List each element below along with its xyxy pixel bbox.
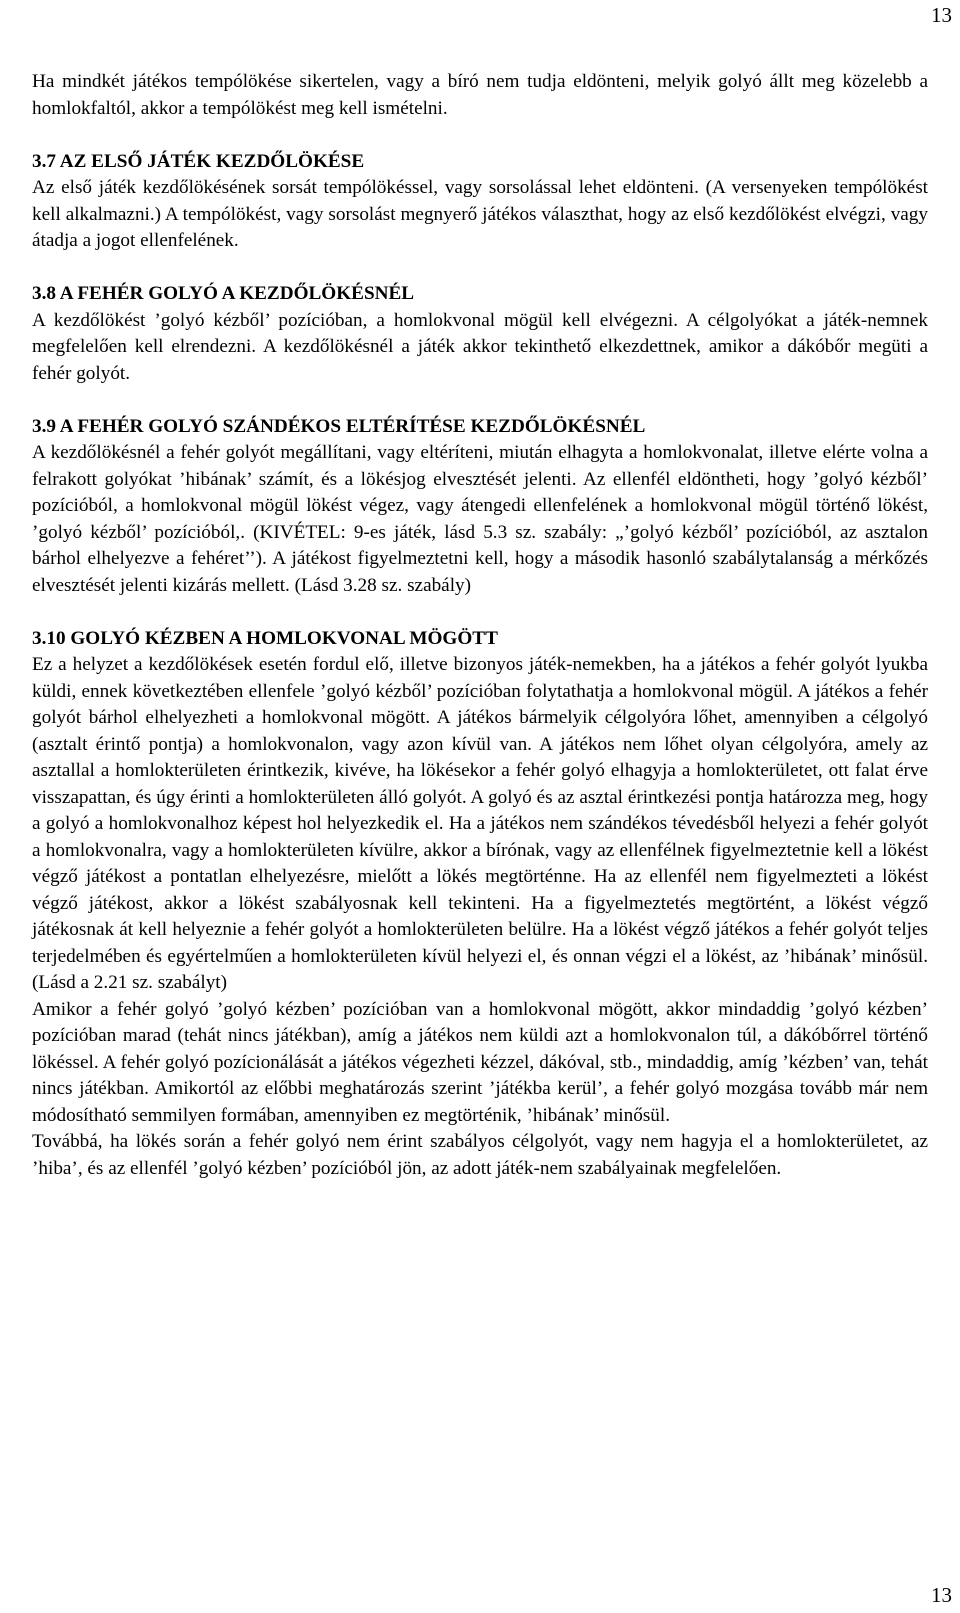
- section-heading: 3.7 AZ ELSŐ JÁTÉK KEZDŐLÖKÉSE: [32, 150, 365, 172]
- section-paragraph: Ez a helyzet a kezdőlökések esetén fordul elő, illetve bizonyos játék-nemekben, ha a játékos a fehér golyót lyukba küldi, ennek következtében ellenfele ’golyó kézből’ pozícióban folytathatja a homlokvonal mögül. A játékos a fehér golyót bárhol elhelyezheti a homlokvonal mögött. A játékos bármelyik célgolyóra lőhet, amennyiben a célgolyó (asztalt érintő pontja) a homlokvonalon, vagy azon kívül van. A játékos nem lőhet olyan célgolyóra, amely az asztallal a homlokterületen érintkezik, kivéve, ha lökésekor a fehér golyó elhagyja a homlokterületet, ott falat érve visszapattan, és úgy érinti a homlokterületen álló golyót. A golyó és az asztal érintkezési pontja határozza meg, hogy a golyó a homlokvonalhoz képest hol helyezkedik el. Ha a játékos nem szándékos tévedésből helyezi a fehér golyót a homlokvonalra, vagy a homlokterületen kívülre, akkor a bírónak, vagy az ellenfélnek figyelmeztetnie kell a lökést végző játékost a pontatlan elhelyezésre, mielőtt a lökés megtörténne. Ha az ellenfél nem figyelmezteti a lökést végző játékost, akkor a lökést szabályosnak kell tekinteni. Ha a figyelmeztetés megtörtént, a lökést végző játékosnak át kell helyeznie a fehér golyót a homlokterületen belülre. Ha a lökést végző játékos a fehér golyót teljes terjedelmében és egyértelműen a homlokterületen kívül helyezi el, és onnan végzi el a lökést, az ’hibának’ minősül. (Lásd a 2.21 sz. szabályt): [32, 654, 928, 993]
- section-paragraph: A kezdőlökést ’golyó kézből’ pozícióban, a homlokvonal mögül kell elvégezni. A célgolyókat a játék-nemnek megfelelően kell elrendezni. A kezdőlökésnél a játék akkor tekinthető elkezdettnek, amikor a dákóbőr megüti a fehér golyót.: [32, 309, 928, 384]
- section-paragraph: A kezdőlökésnél a fehér golyót megállítani, vagy eltéríteni, miután elhagyta a homlokvonalat, illetve elérte volna a felrakott golyókat ’hibának’ számít, és a lökésjog elvesztését jelenti. Az ellenfél eldöntheti, hogy ’golyó kézből’ pozícióból, a homlokvonal mögül lökést végez, vagy átengedi ellenfelének a homlokvonal mögül történő lökést, ’golyó kézből’ pozícióból,. (KIVÉTEL: 9-es játék, lásd 5.3 sz. szabály: „’golyó kézből’ pozícióból, az asztalon bárhol elhelyezve a fehéret’’). A játékost figyelmeztetni kell, hogy a második hasonló szabálytalanság a mérkőzés elvesztését jelenti kizárás mellett. (Lásd 3.28 sz. szabály): [32, 442, 928, 596]
- section-3-10: [32, 626, 928, 1183]
- section-heading: 3.8 A FEHÉR GOLYÓ A KEZDŐLÖKÉSNÉL: [32, 283, 415, 304]
- page-number-bottom: 13: [931, 1583, 952, 1607]
- intro-paragraph: Ha mindkét játékos tempólökése sikertelen, vagy a bíró nem tudja eldönteni, melyik golyó állt meg közelebb a homlokfaltól, akkor a tempólökést meg kell ismételni.: [32, 71, 928, 119]
- section-3-7: [32, 149, 928, 255]
- section-heading: 3.10 GOLYÓ KÉZBEN A HOMLOKVONAL MÖGÖTT: [32, 627, 498, 649]
- section-3-8: [32, 281, 928, 387]
- section-paragraph: Amikor a fehér golyó ’golyó kézben’ pozícióban van a homlokvonal mögött, akkor mindaddig ’golyó kézben’ pozícióban marad (tehát nincs játékban), amíg a játékos nem küldi azt a homlokvonalon túl, a dákóbőrrel történő lökéssel. A fehér golyó pozícionálását a játékos végezheti kézzel, dákóval, stb., mindaddig, amíg ’kézben’ van, tehát nincs játékban. Amikortól az előbbi meghatározás szerint ’játékba kerül’, a fehér golyó mozgása tovább már nem módosítható semmilyen formában, amennyiben ez megtörténik, ’hibának’ minősül.: [32, 998, 928, 1126]
- document-body: [32, 69, 928, 1182]
- section-paragraph: Továbbá, ha lökés során a fehér golyó nem érint szabályos célgolyót, vagy nem hagyja el a homlokterületet, az ’hiba’, és az ellenfél ’golyó kézben’ pozícióból jön, az adott játék-nem szabályainak megfelelően.: [32, 1131, 928, 1179]
- section-heading: 3.9 A FEHÉR GOLYÓ SZÁNDÉKOS ELTÉRÍTÉSE KEZDŐLÖKÉSNÉL: [32, 415, 646, 437]
- page-number-top: 13: [931, 3, 952, 27]
- section-3-9: [32, 414, 928, 600]
- section-paragraph: Az első játék kezdőlökésének sorsát tempólökéssel, vagy sorsolással lehet eldönteni. (A versenyeken tempólökést kell alkalmazni.) A tempólökést, vagy sorsolást megnyerő játékos választhat, hogy az első kezdőlökést elvégzi, vagy átadja a jogot ellenfelének.: [32, 177, 928, 251]
